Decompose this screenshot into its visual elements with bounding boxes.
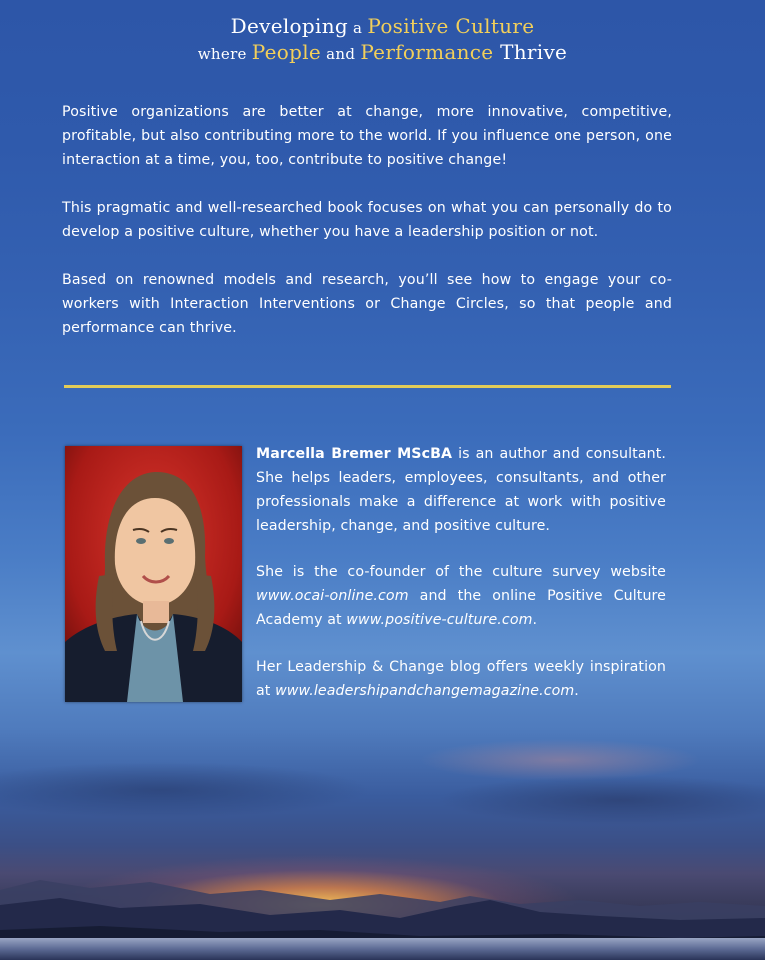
author-name: Marcella Bremer MScBA xyxy=(256,446,453,462)
tagline-highlight: People xyxy=(251,40,322,64)
tagline-word: a xyxy=(347,19,368,37)
tagline-highlight: Performance xyxy=(360,40,494,64)
ocai-url-link[interactable]: www.ocai-online.com xyxy=(256,588,409,604)
tagline-word: and xyxy=(321,45,361,63)
section-divider xyxy=(64,385,671,388)
author-bio-text: Her Leadership & Change blog offers weekly inspiration at xyxy=(256,659,666,699)
author-bio-text: . xyxy=(532,612,538,628)
author-bio-paragraph-1 xyxy=(256,442,666,538)
author-photo xyxy=(65,446,242,702)
tagline-word: where xyxy=(197,45,252,63)
description-paragraph-2: This pragmatic and well-researched book focuses on what you can personally do to develop a positive culture, whether you have a leadership position or not. xyxy=(62,200,672,240)
tagline-line-2 xyxy=(0,40,765,64)
tagline-line-1 xyxy=(0,14,765,38)
author-bio-text: is an author and consultant. She helps leaders, employees, consultants, and other professionals make a difference at work with positive leadership, change, and positive culture. xyxy=(256,446,666,534)
description-paragraph-3: Based on renowned models and research, you’ll see how to engage your co-workers with Interaction Interventions or Change Circles, so that people and performance can thrive. xyxy=(62,272,672,336)
author-bio-paragraph-3 xyxy=(256,655,666,703)
water-surface xyxy=(0,938,765,960)
magazine-url-link[interactable]: www.leadershipandchangemagazine.com xyxy=(275,683,575,699)
author-bio-paragraph-2 xyxy=(256,560,666,632)
tagline-title xyxy=(0,10,765,64)
author-bio-text: . xyxy=(574,683,579,699)
tagline-highlight: Positive Culture xyxy=(367,14,535,38)
tagline-word: Thrive xyxy=(493,40,568,64)
tagline-word: Developing xyxy=(230,14,348,38)
author-bio-text: She is the co-founder of the culture survey website xyxy=(256,564,666,580)
author-bio-text: and the online Positive Culture Academy at xyxy=(256,588,666,628)
academy-url-link[interactable]: www.positive-culture.com xyxy=(346,612,533,628)
description-paragraph-1: Positive organizations are better at change, more innovative, competitive, profitable, but also contributing more to the world. If you influence one person, one interaction at a time, you, too, contribute to positive change! xyxy=(62,104,672,168)
